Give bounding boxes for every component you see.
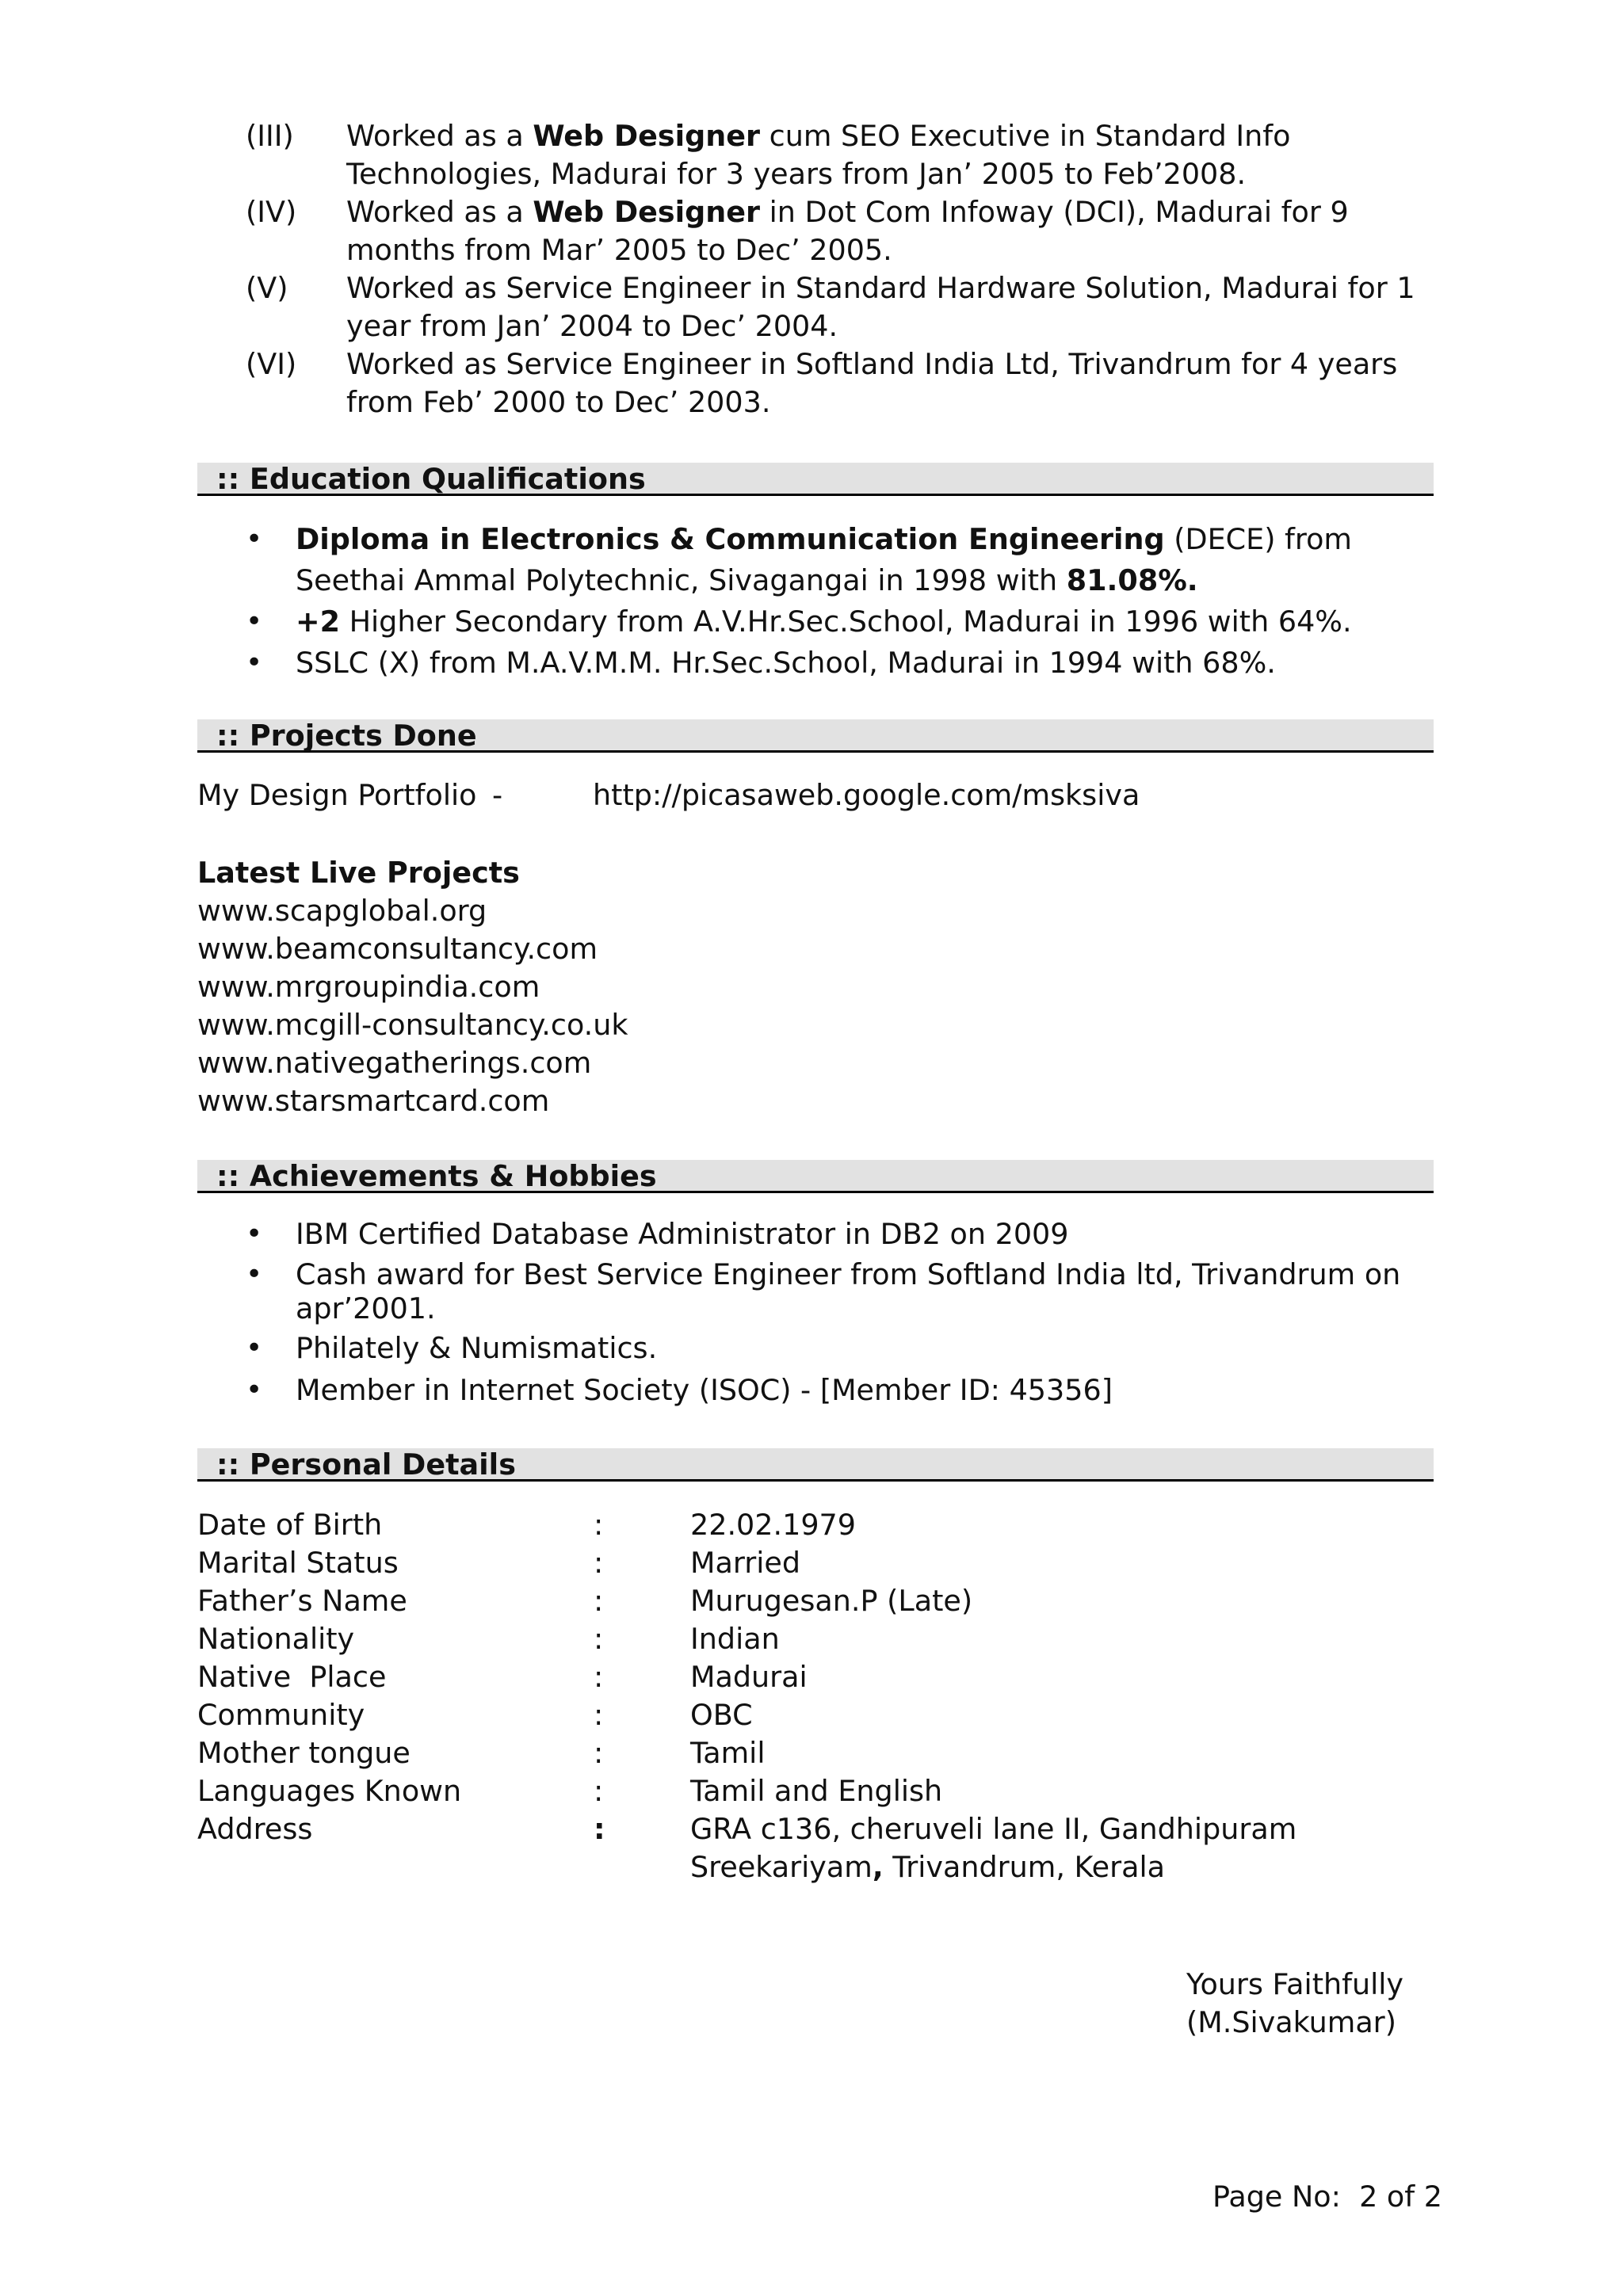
achievement-item [246,1329,1434,1367]
detail-row [197,1544,1434,1582]
experience-number: (V) [246,271,288,305]
page-number: Page No: 2 of 2 [1212,2180,1442,2214]
detail-colon: : [594,1736,604,1770]
detail-label: Community [197,1698,365,1732]
detail-row-address-continued [197,1848,1434,1886]
detail-row [197,1772,1434,1810]
signoff-name: (M.Sivakumar) [1186,2005,1396,2039]
detail-row [197,1506,1434,1544]
portfolio-separator: - [492,778,503,812]
detail-row-address [197,1810,1434,1848]
section-title: :: Achievements & Hobbies [216,1159,657,1193]
education-item [246,519,1434,601]
experience-text-part: Worked as a [346,119,533,153]
project-link[interactable]: www.beamconsultancy.com [197,932,598,966]
detail-colon: : [594,1774,604,1808]
achievements-list [246,1215,1434,1409]
experience-item [246,117,1450,193]
detail-label: Mother tongue [197,1736,411,1770]
education-text [296,601,1434,643]
address-line-2 [690,1848,1165,1886]
signoff [1186,1966,1403,2042]
experience-text-part: Worked as a [346,195,533,229]
bullet-icon: • [246,1332,263,1364]
detail-value: Tamil and English [690,1774,943,1808]
bullet-icon: • [246,605,263,638]
experience-number: (VI) [246,347,297,381]
detail-value: Indian [690,1622,780,1656]
experience-role: Web Designer [533,195,761,229]
portfolio-link[interactable]: http://picasaweb.google.com/msksiva [593,778,1140,812]
detail-value: Madurai [690,1660,808,1694]
address-part: Trivandrum, Kerala [883,1850,1166,1884]
experience-text-part: in Dot Com Infoway (DCI), Madurai for 9 months from Mar’ 2005 to Dec’ 2005. [346,195,1349,267]
education-item [246,643,1434,684]
detail-label: Address [197,1812,313,1846]
section-title: :: Education Qualifications [216,462,646,496]
detail-label: Native Place [197,1660,387,1694]
education-text [296,519,1434,601]
bullet-icon: • [246,523,263,555]
detail-label: Father’s Name [197,1584,407,1618]
section-title: :: Personal Details [216,1447,516,1482]
section-header-education [197,463,1434,496]
project-link[interactable]: www.nativegatherings.com [197,1046,592,1080]
experience-text: Worked as Service Engineer in Standard Hardware Solution, Madurai for 1 year from Jan’ 2004 to Dec’ 2004. [346,271,1415,343]
experience-text [346,117,1450,193]
detail-label: Date of Birth [197,1508,383,1542]
detail-colon: : [594,1812,605,1846]
detail-colon: : [594,1508,604,1542]
detail-row [197,1658,1434,1696]
achievement-text: Philately & Numismatics. [296,1331,658,1365]
experience-text [346,193,1450,269]
achievement-item [246,1371,1434,1409]
project-link[interactable]: www.mcgill-consultancy.co.uk [197,1008,628,1042]
section-header-personal [197,1448,1434,1482]
experience-item [246,193,1450,269]
project-link[interactable]: www.scapglobal.org [197,894,487,928]
section-header-achievements [197,1160,1434,1193]
experience-item [246,345,1450,421]
education-item [246,601,1434,643]
detail-value: Tamil [690,1736,766,1770]
live-projects [197,854,628,1120]
detail-row [197,1734,1434,1772]
detail-value: Married [690,1546,800,1580]
experience-number: (IV) [246,195,297,229]
education-list [246,519,1434,684]
education-text: SSLC (X) from M.A.V.M.M. Hr.Sec.School, Madurai in 1994 with 68%. [296,646,1276,680]
detail-colon: : [594,1546,604,1580]
bullet-icon: • [246,1374,263,1406]
achievement-text: Cash award for Best Service Engineer from Softland India ltd, Trivandrum on apr’2001. [296,1257,1401,1325]
detail-row [197,1696,1434,1734]
experience-text-part: cum SEO Executive in Standard Info Technologies, Madurai for 3 years from Jan’ 2005 to Feb’2008. [346,119,1291,191]
education-score: 81.08%. [1066,563,1198,597]
bullet-icon: • [246,1258,263,1291]
address-part: Sreekariyam [690,1850,873,1884]
bullet-icon: • [246,1218,263,1250]
experience-list [246,117,1450,421]
portfolio-label: My Design Portfolio [197,778,477,812]
address-comma: , [872,1850,884,1884]
signoff-closing: Yours Faithfully [1186,1967,1403,2001]
education-degree: Diploma in Electronics & Communication Engineering [296,522,1165,556]
detail-colon: : [594,1660,604,1694]
detail-colon: : [594,1698,604,1732]
achievement-item [246,1215,1434,1253]
live-projects-title: Latest Live Projects [197,856,520,890]
achievement-text: Member in Internet Society (ISOC) - [Member ID: 45356] [296,1373,1113,1407]
education-detail: Higher Secondary from A.V.Hr.Sec.School, Madurai in 1996 with 64%. [339,605,1352,639]
project-link[interactable]: www.mrgroupindia.com [197,970,540,1004]
achievement-item [246,1257,1434,1325]
detail-value: Murugesan.P (Late) [690,1584,973,1618]
experience-number: (III) [246,119,294,153]
address-line-1: GRA c136, cheruveli lane II, Gandhipuram [690,1812,1297,1846]
education-degree: +2 [296,605,340,639]
education-detail: (DECE) from Seethai Ammal Polytechnic, Sivagangai in 1998 with [296,522,1352,597]
section-header-projects [197,719,1434,753]
experience-role: Web Designer [533,119,761,153]
detail-colon: : [594,1622,604,1656]
detail-row [197,1582,1434,1620]
bullet-icon: • [246,646,263,679]
personal-details-table [197,1506,1434,1886]
detail-value: OBC [690,1698,753,1732]
experience-item [246,269,1450,345]
achievement-text: IBM Certified Database Administrator in DB2 on 2009 [296,1217,1069,1251]
detail-row [197,1620,1434,1658]
experience-text: Worked as Service Engineer in Softland India Ltd, Trivandrum for 4 years from Feb’ 2000 to Dec’ 2003. [346,347,1398,419]
detail-label: Nationality [197,1622,355,1656]
detail-label: Languages Known [197,1774,462,1808]
project-link[interactable]: www.starsmartcard.com [197,1084,550,1118]
detail-label: Marital Status [197,1546,399,1580]
detail-value: 22.02.1979 [690,1508,856,1542]
detail-colon: : [594,1584,604,1618]
section-title: :: Projects Done [216,719,477,753]
